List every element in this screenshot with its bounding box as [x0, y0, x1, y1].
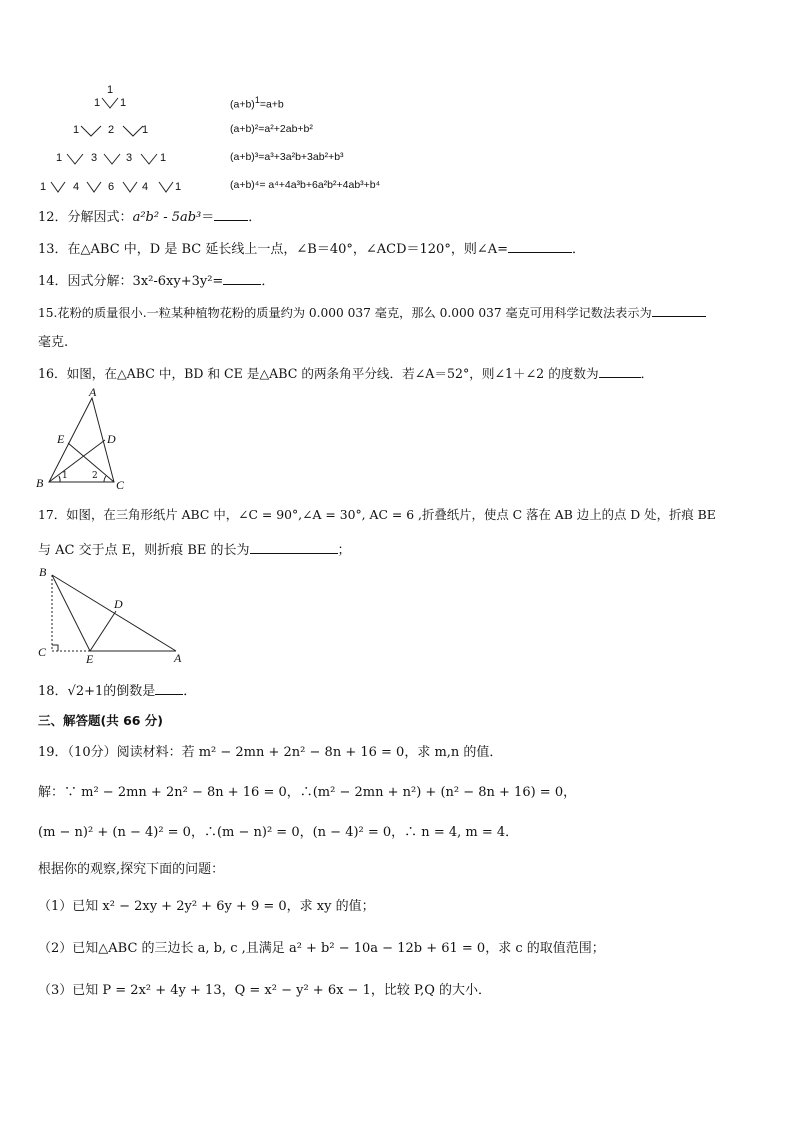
binomial-formula-3: (a+b)³=a³+3a²b+3ab²+b³: [230, 151, 344, 163]
section-heading: 三、解答题(共 66 分): [38, 713, 164, 728]
question-17: 17．如图，在三角形纸片 ABC 中，∠C = 90°,∠A = 30°, AC = 6 ,折叠纸片，使点 C 落在 AB 边上的点 D 处，折痕 BE: [38, 507, 716, 522]
label-a: A: [89, 385, 97, 399]
question-17-line2: 与 AC 交于点 E，则折痕 BE 的长为 ；: [38, 539, 351, 561]
answer-blank[interactable]: [652, 302, 706, 317]
question-15: 15.花粉的质量很小.一粒某种植物花粉的质量约为 0.000 037 毫克，那么 0.000 037 毫克可用科学记数法表示为: [38, 302, 706, 323]
question-19-intro: 19．（10分）阅读材料：若 m² − 2mn + 2n² − 8n + 16 = 0，求 m,n 的值．: [38, 745, 503, 760]
pascal-num: 1: [73, 124, 80, 136]
label-d: D: [107, 432, 116, 446]
pascal-num: 1: [107, 84, 114, 96]
label-b: B: [39, 565, 47, 579]
answer-blank[interactable]: [223, 270, 261, 285]
pascal-num: 4: [73, 181, 80, 193]
pascal-num: 1: [160, 152, 167, 164]
pascal-num: 2: [108, 124, 115, 136]
label-b: B: [36, 476, 44, 490]
binomial-formula-4: (a+b)⁴= a⁴+4a³b+6a²b²+4ab³+b⁴: [230, 179, 381, 191]
pascal-triangle-lines: [30, 80, 230, 198]
pascal-num: 1: [94, 97, 101, 109]
question-19-part-2: （2）已知△ABC 的三边长 a, b, c ,且满足 a² + b² − 10a − 12b + 61 = 0，求 c 的取值范围；: [38, 941, 605, 956]
answer-blank[interactable]: [250, 539, 338, 554]
pascal-num: 1: [120, 97, 127, 109]
angle-1-label: 1: [62, 471, 68, 481]
question-13: 13．在△ABC 中，D 是 BC 延长线上一点，∠B＝40°，∠ACD＝120°，则∠A= ．: [38, 238, 585, 260]
pascal-num: 1: [175, 181, 182, 193]
triangle-diagram-17: [36, 565, 196, 669]
question-19-solution-1: 解：∵ m² − 2mn + 2n² − 8n + 16 = 0，∴(m² − 2mn + n²) + (n² − 8n + 16) = 0，: [38, 785, 577, 800]
question-19-prompt: 根据你的观察,探究下面的问题：: [38, 862, 225, 877]
label-e: E: [86, 652, 94, 666]
answer-blank[interactable]: [214, 206, 248, 221]
question-18: 18．√2+1的倒数是 ．: [38, 680, 196, 702]
question-14: 14．因式分解：3x²-6xy+3y²= ．: [38, 270, 274, 292]
binomial-formula-2: (a+b)²=a²+2ab+b²: [230, 123, 313, 135]
label-d: D: [114, 597, 123, 611]
answer-blank[interactable]: [508, 238, 572, 253]
pascal-num: 4: [142, 181, 149, 193]
label-c: C: [38, 645, 47, 659]
answer-blank[interactable]: [599, 363, 641, 378]
question-15-line2: 毫克.: [38, 335, 69, 350]
pascal-num: 3: [126, 152, 133, 164]
pascal-num: 1: [56, 152, 63, 164]
question-16: 16．如图，在△ABC 中，BD 和 CE 是△ABC 的两条角平分线．若∠A＝52°，则∠1＋∠2 的度数为 ．: [38, 363, 653, 384]
pascal-num: 3: [91, 152, 98, 164]
binomial-formula-1: $(a+b)^1=a+b$: [230, 95, 284, 111]
triangle-figure-17: [36, 565, 196, 669]
triangle-figure-16: [36, 385, 136, 494]
pascal-num: 1: [142, 124, 149, 136]
label-a: A: [174, 651, 182, 665]
question-19-solution-2: (m − n)² + (n − 4)² = 0，∴(m − n)² = 0，(n − 4)² = 0，∴ n = 4, m = 4．: [38, 825, 519, 840]
angle-2-label: 2: [92, 471, 98, 481]
label-e: E: [57, 432, 65, 446]
answer-blank[interactable]: [155, 680, 183, 695]
question-19-part-1: （1）已知 x² − 2xy + 2y² + 6y + 9 = 0，求 xy 的值；: [38, 899, 375, 914]
question-19-part-3: （3）已知 P = 2x² + 4y + 13，Q = x² − y² + 6x − 1，比较 P,Q 的大小．: [38, 983, 492, 998]
pascal-num: 6: [108, 181, 115, 193]
question-12: 12．分解因式：a²b² - 5ab³＝ ．: [38, 206, 261, 228]
label-c: C: [116, 478, 125, 492]
pascal-num: 1: [40, 181, 47, 193]
